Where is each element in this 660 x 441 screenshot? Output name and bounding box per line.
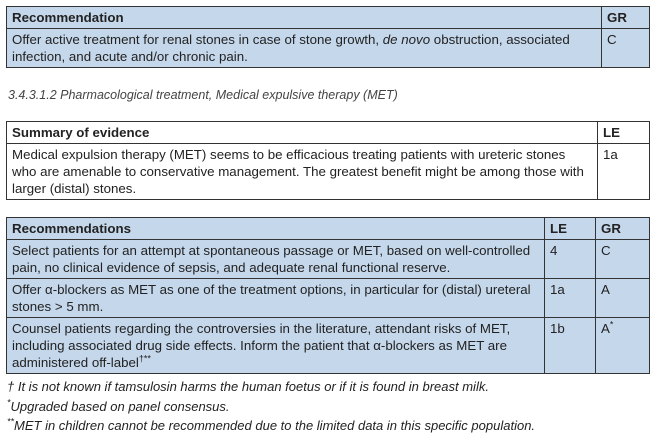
footnote-dagger: † It is not known if tamsulosin harms the human foetus or if it is found in breast milk. [7, 379, 489, 394]
column-header-recommendations: Recommendations [7, 218, 545, 240]
footnote-upgraded: *Upgraded based on panel consensus. [7, 397, 230, 414]
recommendation-text: Offer α-blockers as MET as one of the treatment options, in particular for (distal) ureteral stones > 5 mm. [7, 279, 545, 318]
level-of-evidence-cell: 1a [545, 279, 596, 318]
footnote-marker: * [609, 319, 614, 330]
footnotes [7, 377, 535, 436]
section-heading: 3.4.3.1.2 Pharmacological treatment, Medical expulsive therapy (MET) [8, 88, 398, 102]
recommendation-text: Offer active treatment for renal stones in case of stone growth, de novo obstruction, associated infection, and acute and/or chronic pain. [7, 29, 602, 68]
column-header-gr: GR [596, 218, 650, 240]
level-of-evidence-cell: 1a [598, 144, 650, 200]
column-header-gr: GR [602, 7, 650, 29]
column-header-le: LE [598, 122, 650, 144]
table-row [7, 144, 650, 200]
table-row [7, 318, 650, 374]
table-header-row [7, 122, 650, 144]
recommendation-text: Select patients for an attempt at spontaneous passage or MET, based on well-controlled pain, no clinical evidence of sepsis, and adequate renal functional reserve. [7, 240, 545, 279]
grade-cell: A [596, 279, 650, 318]
column-header-summary: Summary of evidence [7, 122, 598, 144]
table-header-row [7, 7, 650, 29]
grade-cell: C [596, 240, 650, 279]
recommendation-text: Counsel patients regarding the controversies in the literature, attendant risks of MET, including associated drug side effects. Inform the patient that α-blockers as MET are administered off-label†** [7, 318, 545, 374]
recommendations-table [6, 217, 650, 374]
grade-cell: C [602, 29, 650, 68]
table-row [7, 240, 650, 279]
footnote-marker: †** [138, 353, 151, 364]
level-of-evidence-cell: 4 [545, 240, 596, 279]
table-row [7, 279, 650, 318]
table-header-row [7, 218, 650, 240]
column-header-le: LE [545, 218, 596, 240]
level-of-evidence-cell: 1b [545, 318, 596, 374]
table-row [7, 29, 650, 68]
summary-of-evidence-table [6, 121, 650, 200]
recommendation-table [6, 6, 650, 68]
footnote-children: **MET in children cannot be recommended due to the limited data in this specific population. [7, 416, 536, 433]
grade-cell: A* [596, 318, 650, 374]
evidence-text: Medical expulsion therapy (MET) seems to be efficacious treating patients with ureteric stones who are amenable to conservative management. The greatest benefit might be among those with larger (distal) stones. [7, 144, 598, 200]
column-header-recommendation: Recommendation [7, 7, 602, 29]
